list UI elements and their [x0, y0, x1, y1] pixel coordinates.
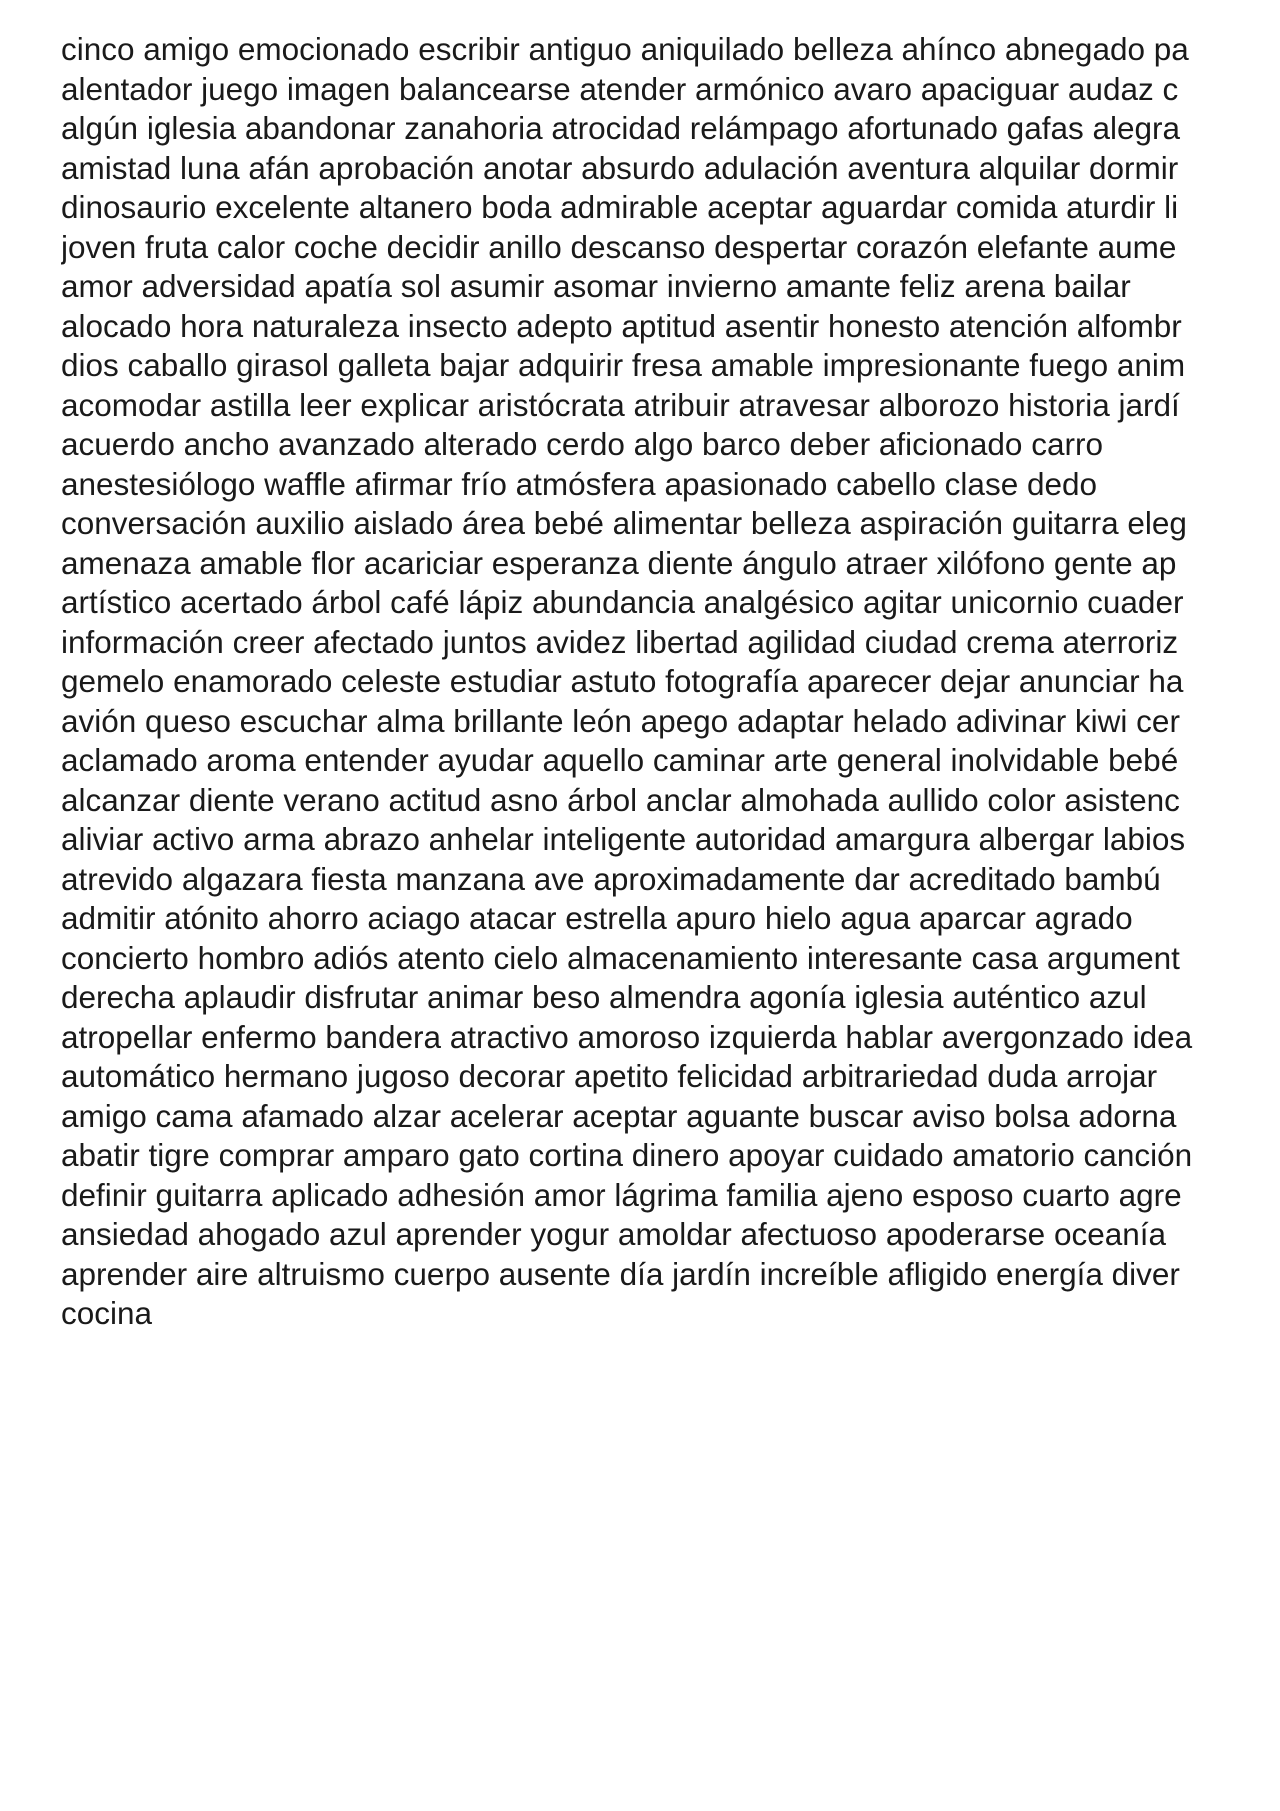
text-line: dios caballo girasol galleta bajar adquirir fresa amable impresionante fuego anim — [61, 347, 1186, 383]
text-line: alcanzar diente verano actitud asno árbol anclar almohada aullido color asistenc — [61, 781, 1180, 818]
text-line: aliviar activo arma abrazo anhelar inteligente autoridad amargura albergar labios — [61, 821, 1186, 857]
text-line: alentador juego imagen balancearse atender armónico avaro apaciguar audaz c — [61, 70, 1179, 107]
text-line: aclamado aroma entender ayudar aquello caminar arte general inolvidable bebé — [61, 742, 1179, 778]
text-line: derecha aplaudir disfrutar animar beso almendra agonía iglesia auténtico azul — [61, 979, 1147, 1015]
text-line: abatir tigre comprar amparo gato cortina dinero apoyar cuidado amatorio canción — [61, 1137, 1193, 1173]
text-line: cinco amigo emocionado escribir antiguo aniquilado belleza ahínco abnegado pa — [61, 31, 1189, 67]
text-line: concierto hombro adiós atento cielo almacenamiento interesante casa argument — [61, 939, 1180, 976]
text-line: conversación auxilio aislado área bebé alimentar belleza aspiración guitarra eleg — [61, 505, 1187, 541]
text-line: amenaza amable flor acariciar esperanza diente ángulo atraer xilófono gente ap — [61, 544, 1177, 581]
text-line: cocina — [61, 1295, 153, 1331]
document-text-block — [61, 30, 1280, 1334]
text-line: atropellar enfermo bandera atractivo amoroso izquierda hablar avergonzado idea — [61, 1018, 1193, 1055]
text-line: atrevido algazara fiesta manzana ave aproximadamente dar acreditado bambú — [61, 860, 1161, 897]
text-line: amistad luna afán aprobación anotar absurdo adulación aventura alquilar dormir — [61, 149, 1179, 186]
text-line: admitir atónito ahorro aciago atacar estrella apuro hielo agua aparcar agrado — [61, 900, 1133, 936]
text-line: automático hermano jugoso decorar apetito felicidad arbitrariedad duda arrojar — [61, 1058, 1158, 1094]
text-line: gemelo enamorado celeste estudiar astuto fotografía aparecer dejar anunciar ha — [61, 663, 1184, 699]
text-line: avión queso escuchar alma brillante león apego adaptar helado adivinar kiwi cer — [61, 702, 1180, 739]
text-line: amigo cama afamado alzar acelerar aceptar aguante buscar aviso bolsa adorna — [61, 1097, 1177, 1134]
text-line: anestesiólogo waffle afirmar frío atmósfera apasionado cabello clase dedo — [61, 465, 1098, 502]
text-line: alocado hora naturaleza insecto adepto aptitud asentir honesto atención alfombr — [61, 307, 1182, 344]
text-line: artístico acertado árbol café lápiz abundancia analgésico agitar unicornio cuader — [61, 584, 1184, 620]
text-line: algún iglesia abandonar zanahoria atrocidad relámpago afortunado gafas alegra — [61, 110, 1181, 146]
text-line: dinosaurio excelente altanero boda admirable aceptar aguardar comida aturdir li — [61, 189, 1179, 225]
text-line: joven fruta calor coche decidir anillo descanso despertar corazón elefante aume — [61, 228, 1177, 265]
text-line: información creer afectado juntos avidez libertad agilidad ciudad crema aterroriz — [61, 623, 1179, 660]
text-line: acuerdo ancho avanzado alterado cerdo algo barco deber aficionado carro — [61, 426, 1103, 462]
text-line: amor adversidad apatía sol asumir asomar invierno amante feliz arena bailar — [61, 268, 1131, 304]
text-line: aprender aire altruismo cuerpo ausente día jardín increíble afligido energía diver — [61, 1255, 1180, 1292]
text-line: definir guitarra aplicado adhesión amor lágrima familia ajeno esposo cuarto agre — [61, 1176, 1182, 1213]
text-line: ansiedad ahogado azul aprender yogur amoldar afectuoso apoderarse oceanía — [61, 1216, 1167, 1252]
text-line: acomodar astilla leer explicar aristócrata atribuir atravesar alborozo historia jardí — [61, 386, 1180, 423]
